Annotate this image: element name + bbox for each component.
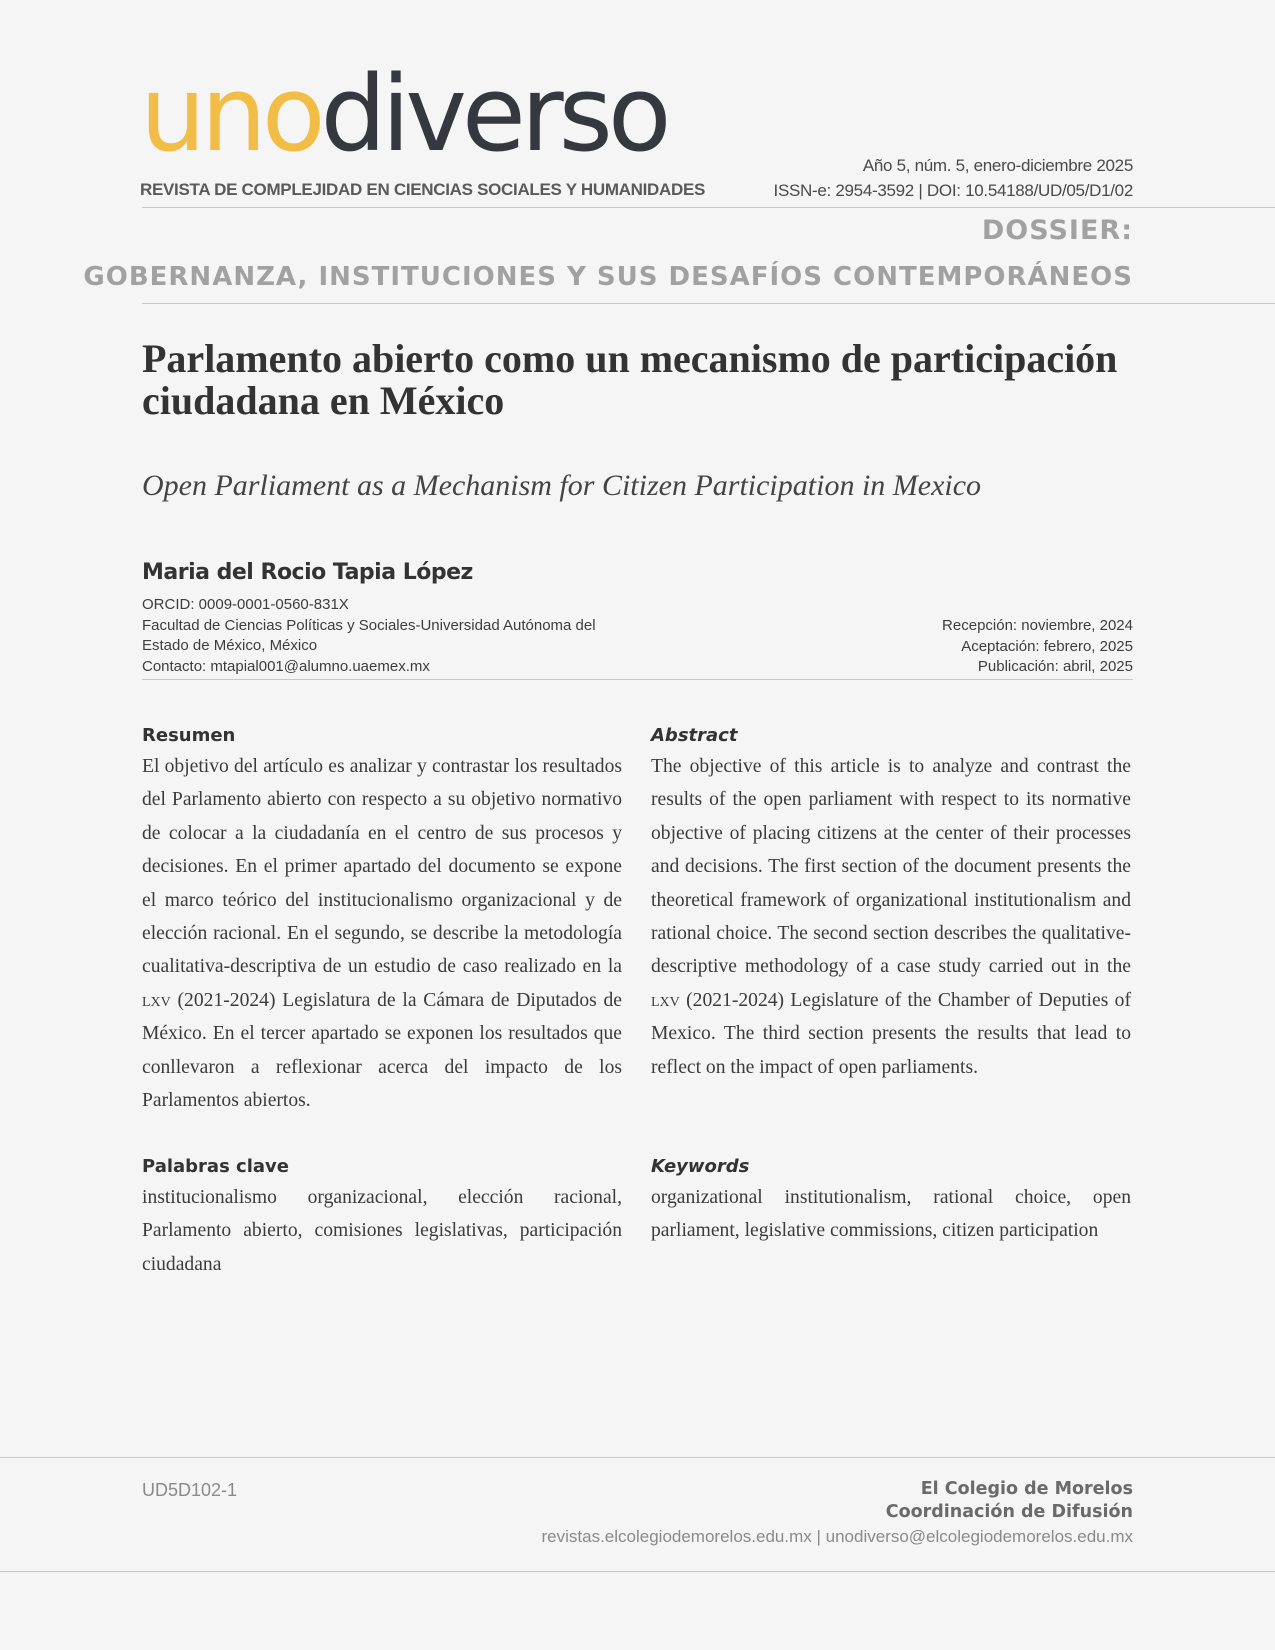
resumen-text: El objetivo del artículo es analizar y contrastar los resultados del Parlamento abierto con respecto a su objetivo normativo de colocar a la ciudadanía en el centro de sus procesos y decisiones. En el primer apartado del documento se expone el marco teórico del institucionalismo organizacional y de elección racional. En el segundo, se describe la metodología cualitativa-descriptiva de un estudio de caso realizado en la lxv (2021-2024) Legislatura de la Cámara de Diputados de México. En el tercer apartado se exponen los resultados que conllevaron a reflexionar acerca del impacto de los Parlamentos abiertos. bbox=[142, 756, 622, 1112]
footer-bottom-divider bbox=[0, 1571, 1275, 1572]
dossier-label: DOSSIER: bbox=[981, 215, 1133, 246]
keywords-text: organizational institutionalism, rational choice, open parliament, legislative commissions, citizen participation bbox=[651, 1187, 1131, 1242]
keywords-heading: Keywords bbox=[651, 1156, 750, 1177]
issue-issn-doi: ISSN-e: 2954-3592 | DOI: 10.54188/UD/05/D1/02 bbox=[773, 181, 1133, 200]
resumen-heading: Resumen bbox=[142, 725, 236, 746]
legislature-numeral: lxv bbox=[142, 989, 171, 1011]
legislature-numeral: lxv bbox=[651, 989, 680, 1011]
palabras-clave-section bbox=[142, 1153, 622, 1281]
author-orcid: ORCID: 0009-0001-0560-831X bbox=[142, 596, 349, 613]
palabras-clave-text: institucionalismo organizacional, elección racional, Parlamento abierto, comisiones legislativas, participación ciudadana bbox=[142, 1187, 622, 1275]
author-contact: Contacto: mtapial001@alumno.uaemex.mx bbox=[142, 658, 430, 676]
resumen-section bbox=[142, 722, 622, 1117]
abstract-heading: Abstract bbox=[651, 725, 738, 746]
keywords-section bbox=[651, 1153, 1131, 1248]
footer-top-divider bbox=[0, 1457, 1275, 1458]
publisher-name: El Colegio de Morelos bbox=[920, 1479, 1133, 1499]
article-title-en: Open Parliament as a Mechanism for Citizen Participation in Mexico bbox=[142, 469, 982, 502]
header-divider bbox=[142, 207, 1275, 208]
publisher-info bbox=[542, 1478, 1134, 1549]
page-id: UD5D102-1 bbox=[142, 1480, 238, 1500]
issue-info bbox=[774, 153, 1133, 203]
abstract-section bbox=[651, 722, 1131, 1084]
journal-logo bbox=[140, 53, 667, 175]
date-received: Recepción: noviembre, 2024 bbox=[942, 617, 1133, 634]
logo-uno: uno bbox=[140, 53, 321, 175]
dossier-theme: GOBERNANZA, INSTITUCIONES Y SUS DESAFÍOS CONTEMPORÁNEOS bbox=[83, 262, 1133, 292]
article-dates bbox=[942, 616, 1133, 678]
author-affiliation-1: Facultad de Ciencias Políticas y Sociales-Universidad Autónoma del bbox=[142, 616, 596, 634]
dossier-divider bbox=[142, 303, 1275, 304]
palabras-clave-heading: Palabras clave bbox=[142, 1156, 289, 1177]
date-published: Publicación: abril, 2025 bbox=[977, 658, 1133, 676]
date-accepted: Aceptación: febrero, 2025 bbox=[961, 637, 1133, 655]
author-affiliation-2: Estado de México, México bbox=[142, 637, 318, 655]
journal-email-link[interactable]: unodiverso@elcolegiodemorelos.edu.mx bbox=[825, 1527, 1133, 1546]
abstract-text: The objective of this article is to analyze and contrast the results of the open parliament with respect to its normative objective of placing citizens at the center of their processes and decisions. The first section of the document presents the theoretical framework of organizational institutionalism and rational choice. The second section describes the qualitative-descriptive methodology of a case study carried out in the lxv (2021-2024) Legislature of the Chamber of Deputies of Mexico. The third section presents the results that lead to reflect on the impact of open parliaments. bbox=[651, 756, 1131, 1078]
link-separator: | bbox=[811, 1527, 826, 1546]
author-name: Maria del Rocio Tapia López bbox=[142, 560, 473, 585]
logo-diverso: diverso bbox=[320, 53, 667, 175]
journal-url-link[interactable]: revistas.elcolegiodemorelos.edu.mx bbox=[541, 1527, 812, 1546]
journal-subtitle: REVISTA DE COMPLEJIDAD EN CIENCIAS SOCIALES Y HUMANIDADES bbox=[140, 180, 706, 199]
author-divider bbox=[142, 679, 1133, 680]
publisher-department: Coordinación de Difusión bbox=[885, 1502, 1133, 1522]
publisher-links bbox=[542, 1524, 1134, 1549]
article-title-es: Parlamento abierto como un mecanismo de participación ciudadana en México bbox=[142, 336, 1118, 423]
author-details bbox=[142, 595, 596, 678]
issue-volume: Año 5, núm. 5, enero-diciembre 2025 bbox=[862, 156, 1133, 175]
